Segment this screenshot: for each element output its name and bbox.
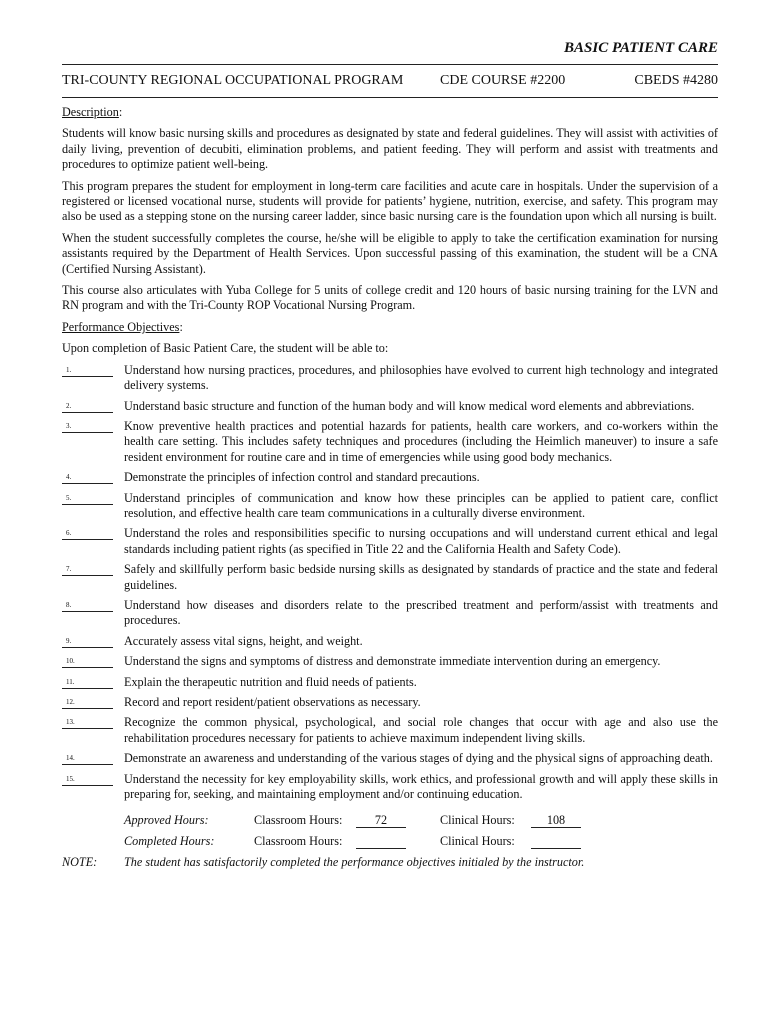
objective-text: Understand basic structure and function of the human body and will know medical word elements and abbreviations. bbox=[124, 398, 695, 413]
initial-blank[interactable]: 14. bbox=[62, 752, 113, 765]
document-body bbox=[62, 105, 718, 873]
objective-text: Accurately assess vital signs, height, and weight. bbox=[124, 633, 363, 648]
initial-blank[interactable]: 10. bbox=[62, 655, 113, 668]
completed-classroom-blank[interactable] bbox=[356, 834, 406, 849]
objective-item bbox=[62, 634, 718, 649]
initial-blank[interactable]: 8. bbox=[62, 599, 113, 612]
clinical-hours-label: Clinical Hours: bbox=[440, 813, 515, 828]
approved-hours-row bbox=[62, 813, 718, 834]
initial-blank[interactable]: 12. bbox=[62, 696, 113, 709]
hours-section bbox=[62, 813, 718, 873]
approved-hours-label: Approved Hours: bbox=[124, 813, 209, 828]
objective-text: Recognize the common physical, psychological, and social role changes that occur with age and also use the rehabilitation procedures necessary for patients to achieve maximum independent living skills. bbox=[124, 715, 718, 745]
objective-text: Understand principles of communication and know how these principles can be applied to patient care, conflict resolution, and effective health care team communications in a culturally diverse environment. bbox=[124, 490, 718, 520]
initial-blank[interactable]: 15. bbox=[62, 773, 113, 786]
objective-item bbox=[62, 772, 718, 803]
initial-blank[interactable]: 4. bbox=[62, 471, 113, 484]
note-row bbox=[62, 855, 718, 873]
description-paragraph: When the student successfully completes the course, he/she will be eligible to apply to take the certification examination for nursing assistants required by the Department of Health Services. Upon successful passing of this examination, the student will be a CNA (Certified Nursing Assistant). bbox=[62, 230, 718, 276]
objective-item bbox=[62, 491, 718, 522]
completed-clinical-blank[interactable] bbox=[531, 834, 581, 849]
objective-text: Understand the roles and responsibilities specific to nursing occupations and will understand current ethical and legal standards including patient rights (as specified in Title 22 and the California Health and Safety Code). bbox=[124, 526, 718, 556]
classroom-hours-label: Classroom Hours: bbox=[254, 834, 343, 849]
completed-hours-row bbox=[62, 834, 718, 855]
objective-text: Understand how diseases and disorders relate to the prescribed treatment and perform/assist with treatments and procedures. bbox=[124, 597, 718, 628]
completed-hours-label: Completed Hours: bbox=[124, 834, 215, 849]
cde-course-number: CDE COURSE #2200 bbox=[440, 73, 566, 88]
objective-item bbox=[62, 363, 718, 394]
objective-item bbox=[62, 675, 718, 690]
objectives-list bbox=[62, 363, 718, 803]
objective-item bbox=[62, 562, 718, 593]
clinical-hours-label: Clinical Hours: bbox=[440, 834, 515, 849]
initial-blank[interactable]: 7. bbox=[62, 563, 113, 576]
objective-text: Understand how nursing practices, procedures, and philosophies have evolved to current high technology and integrated delivery systems. bbox=[124, 362, 718, 393]
approved-clinical-value: 108 bbox=[531, 813, 581, 828]
objective-item bbox=[62, 654, 718, 669]
objective-text: Demonstrate an awareness and understanding of the various stages of dying and the physical signs of approaching death. bbox=[124, 751, 713, 766]
initial-blank[interactable]: 2. bbox=[62, 400, 113, 413]
course-title: BASIC PATIENT CARE bbox=[564, 40, 718, 56]
note-label: NOTE: bbox=[62, 855, 98, 870]
objective-item bbox=[62, 470, 718, 485]
objective-item bbox=[62, 419, 718, 465]
initial-blank[interactable]: 11. bbox=[62, 676, 113, 689]
top-rule bbox=[62, 64, 718, 65]
approved-classroom-value: 72 bbox=[356, 813, 406, 828]
header-bottom-rule bbox=[62, 97, 718, 98]
objective-text: Record and report resident/patient observations as necessary. bbox=[124, 695, 421, 709]
initial-blank[interactable]: 6. bbox=[62, 527, 113, 540]
description-paragraph: This course also articulates with Yuba College for 5 units of college credit and 120 hours of basic nursing training for the LVN and RN program and with the Tri-County ROP Vocational Nursing Program. bbox=[62, 283, 718, 313]
description-paragraph: Students will know basic nursing skills and procedures as designated by state and federal guidelines. They will assist with activities of daily living, prevention of decubiti, elimination problems, and patient feeding. They will perform and assist with treatments and procedures to optimize patient well-being. bbox=[62, 126, 718, 172]
objective-text: Understand the signs and symptoms of distress and demonstrate immediate intervention during an emergency. bbox=[124, 654, 661, 669]
note-text: The student has satisfactorily completed the performance objectives initialed by the instructor. bbox=[124, 855, 585, 870]
objective-item bbox=[62, 695, 718, 710]
objective-text: Understand the necessity for key employability skills, work ethics, and professional growth and will apply these skills in preparing for, seeking, and maintaining employment and/or continuing education. bbox=[124, 771, 718, 802]
objective-item bbox=[62, 526, 718, 557]
objective-text: Safely and skillfully perform basic bedside nursing skills as designated by standards of practice and the state and federal guidelines. bbox=[124, 562, 718, 592]
course-header-row bbox=[62, 73, 718, 91]
objective-text: Know preventive health practices and potential hazards for patients, health care workers, and co-workers within the health care setting. This includes safety techniques and procedures (including the Heimlich maneuver) to insure a safe resident environment for routine care and in time of emergencies while using good body mechanics. bbox=[124, 418, 718, 464]
initial-blank[interactable]: 13. bbox=[62, 716, 113, 729]
objective-item bbox=[62, 399, 718, 414]
initial-blank[interactable]: 5. bbox=[62, 492, 113, 505]
program-name: TRI-COUNTY REGIONAL OCCUPATIONAL PROGRAM bbox=[62, 73, 404, 88]
classroom-hours-label: Classroom Hours: bbox=[254, 813, 343, 828]
objective-item bbox=[62, 751, 718, 766]
cbeds-number: CBEDS #4280 bbox=[634, 73, 718, 88]
initial-blank[interactable]: 1. bbox=[62, 364, 113, 377]
description-heading: Description: bbox=[62, 105, 123, 119]
objectives-heading: Performance Objectives: bbox=[62, 319, 183, 334]
description-paragraph: This program prepares the student for employment in long-term care facilities and acute care in hospitals. Under the supervision of a registered or licensed vocational nurse, students will provide for patients’ hygiene, nutrition, exercise, and safety. This program may also be used as a stepping stone on the nursing career ladder, since basic nursing care is the foundation upon which all nursing is built. bbox=[62, 178, 718, 224]
objective-item bbox=[62, 715, 718, 746]
objective-item bbox=[62, 598, 718, 629]
objective-text: Explain the therapeutic nutrition and fluid needs of patients. bbox=[124, 674, 417, 689]
objectives-intro: Upon completion of Basic Patient Care, the student will be able to: bbox=[62, 341, 389, 356]
objective-text: Demonstrate the principles of infection control and standard precautions. bbox=[124, 470, 480, 485]
initial-blank[interactable]: 9. bbox=[62, 635, 113, 648]
initial-blank[interactable]: 3. bbox=[62, 420, 113, 433]
